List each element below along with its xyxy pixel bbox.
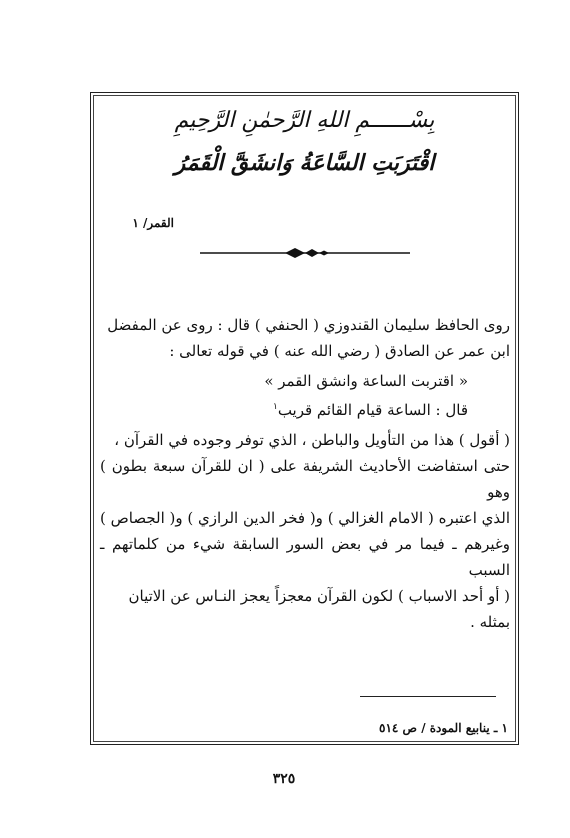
page-number: ٣٢٥	[272, 771, 296, 787]
basmala-heading: بِسْــــــمِ اللهِ الرَّحمٰنِ الرَّحِيمِ	[174, 108, 435, 133]
text-line: وغيرهم ـ فيما مر في بعض السور السابقة شيء من كلماتهم ـ السبب	[100, 535, 510, 579]
text-line: روى الحافظ سليمان القندوزي ( الحنفي ) قال : روى عن المفضل	[107, 316, 510, 334]
footnote: ١ ـ ينابيع المودة / ص ٥١٤	[379, 721, 508, 735]
text-line: ابن عمر عن الصادق ( رضي الله عنه ) في قوله تعالى :	[169, 342, 510, 360]
ornament-divider	[200, 246, 410, 260]
quoted-answer-text: قال : الساعة قيام القائم قريب	[277, 401, 468, 419]
text-line: ( أو أحد الاسباب ) لكون القرآن معجزاً يعجز النـاس عن الاتيان	[128, 587, 510, 605]
text-line: الذي اعتبره ( الامام الغزالي ) و( فخر الدين الرازي ) و( الجصاص )	[100, 509, 510, 527]
footnote-rule	[360, 696, 496, 697]
text-line: حتى استفاضت الأحاديث الشريفة على ( ان للقرآن سبعة بطون ) وهو	[100, 457, 510, 501]
footnote-marker: ١	[272, 402, 278, 412]
text-line: ( أقول ) هذا من التأويل والباطن ، الذي توفر وجوده في القرآن ،	[114, 431, 510, 449]
main-text	[100, 312, 510, 635]
verse-heading: اقْتَرَبَتِ السَّاعَةُ وَانشَقَّ الْقَمَرُ	[174, 150, 435, 176]
text-line: بمثله .	[470, 613, 510, 631]
surah-reference: القمر/ ١	[132, 216, 174, 230]
quoted-verse: « اقتربت الساعة وانشق القمر »	[264, 372, 468, 390]
quoted-answer	[100, 394, 510, 423]
